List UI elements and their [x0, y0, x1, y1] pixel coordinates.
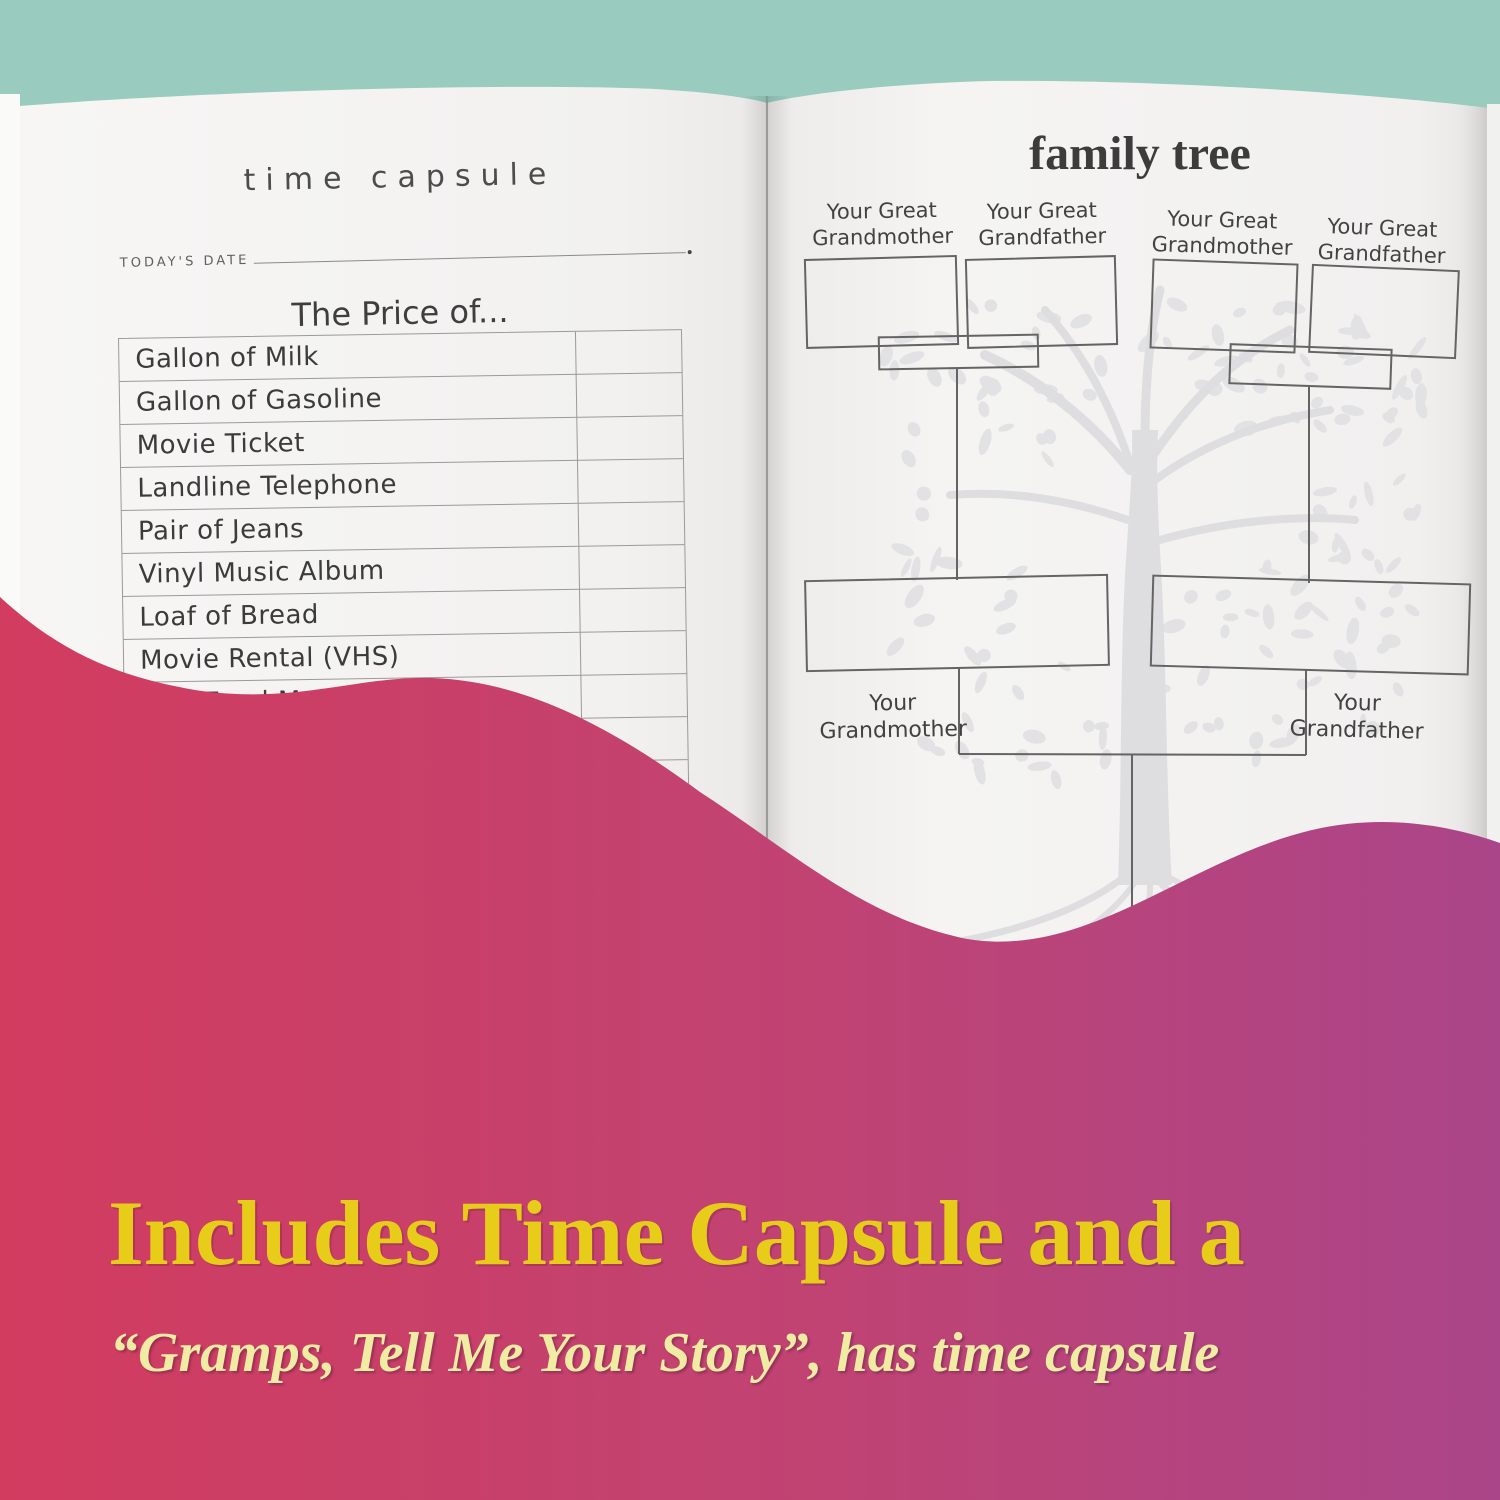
- great-grandmother-label-1: Your Great Grandmother: [812, 198, 954, 251]
- family-tree-title: family tree: [1029, 127, 1251, 180]
- price-item-label: Gallon of Gasoline: [135, 383, 383, 418]
- great-grandfather-label-1: Your Great Grandfather: [978, 198, 1107, 251]
- grandmother-label: Your Grandmother: [819, 690, 968, 745]
- great-grandmother-label-2: Your Great Grandmother: [1151, 206, 1293, 260]
- description-paragraph: [110, 1158, 1272, 1500]
- todays-date-label: TODAY'S DATE: [119, 252, 250, 271]
- great-grandfather-label-2: Your Great Grandfather: [1317, 214, 1446, 269]
- price-of-heading: The Price of...: [291, 291, 509, 335]
- price-item-label: Movie Rental (VHS): [139, 641, 400, 676]
- paragraph-line: “Gramps, Tell Me Your Story”, has time capsule: [110, 1322, 1220, 1384]
- time-capsule-title: time capsule: [243, 156, 557, 199]
- grandfather-label: Your Grandfather: [1289, 690, 1424, 745]
- price-item-label: Vinyl Music Album: [138, 555, 385, 590]
- price-item-label: Gallon of Milk: [135, 341, 320, 375]
- headline-line-1: Includes Time Capsule and a: [108, 1182, 1245, 1284]
- price-item-label: Movie Ticket: [136, 428, 306, 461]
- price-item-label: Pair of Jeans: [137, 514, 305, 547]
- price-item-label: Loaf of Bread: [139, 599, 320, 633]
- price-item-label: Landline Telephone: [137, 469, 398, 504]
